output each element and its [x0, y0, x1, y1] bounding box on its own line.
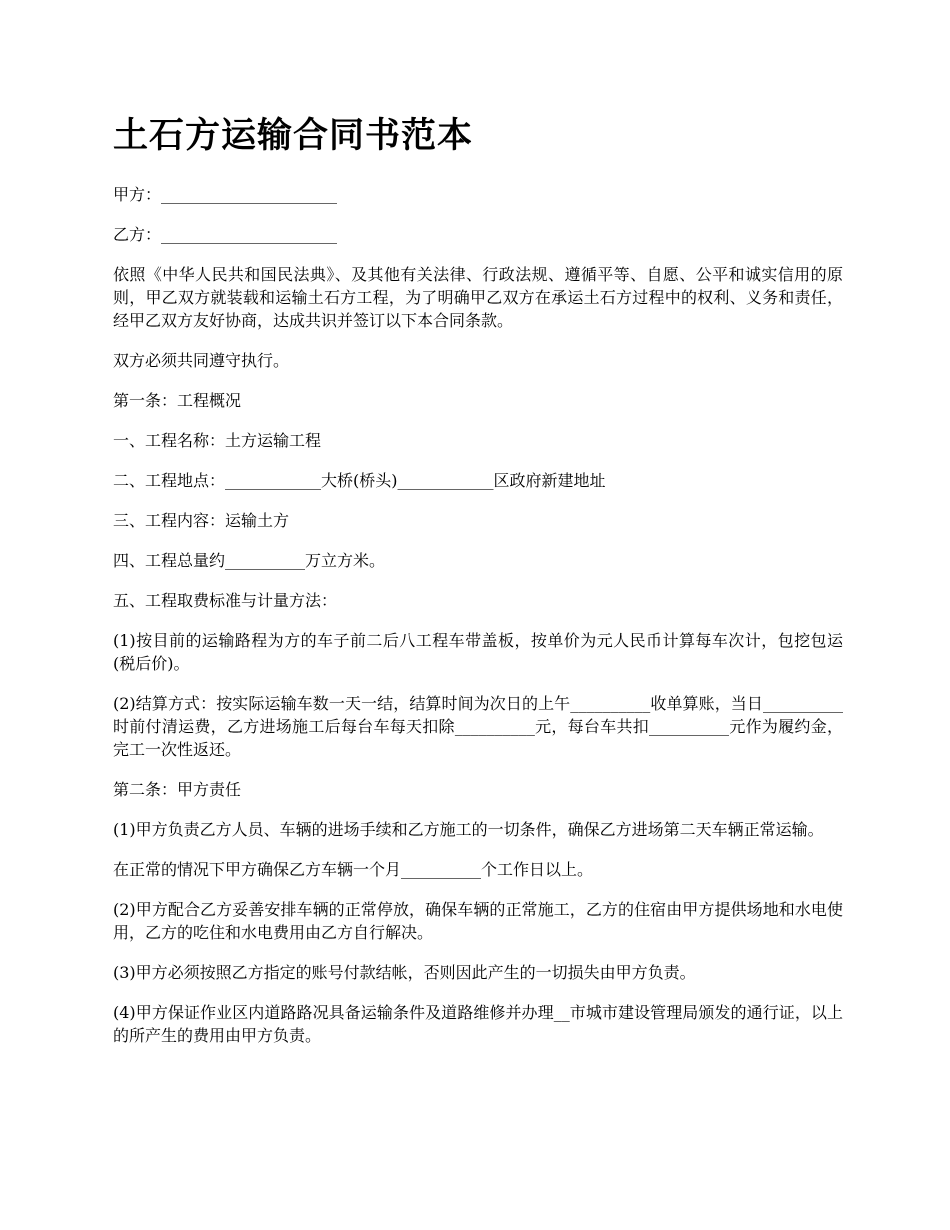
pricing-clause-1: (1)按目前的运输路程为方的车子前二后八工程车带盖板，按单价为元人民币计算每车次计，包挖包运(税后价)。	[113, 631, 843, 673]
party-a-line: 甲方：______________________	[113, 185, 338, 204]
party-a-duty-4: (4)甲方保证作业区内道路路况具备运输条件及道路维修并办理__市城市建设管理局颁发的通行证，以上的所产生的费用由甲方负责。	[113, 1003, 843, 1045]
document-page	[113, 112, 843, 1064]
working-days-line: 在正常的情况下甲方确保乙方车辆一个月__________个工作日以上。	[113, 860, 594, 879]
article-2-heading: 第二条：甲方责任	[113, 780, 242, 799]
pricing-heading: 五、工程取费标准与计量方法：	[113, 591, 338, 610]
project-content-line: 三、工程内容：运输土方	[113, 511, 290, 530]
party-a-duty-1: (1)甲方负责乙方人员、车辆的进场手续和乙方施工的一切条件，确保乙方进场第二天车辆正常运输。	[113, 820, 824, 839]
preamble-paragraph: 依照《中华人民共和国民法典》、及其他有关法律、行政法规、遵循平等、自愿、公平和诚实信用的原则，甲乙双方就装载和运输土石方工程，为了明确甲乙双方在承运土石方过程中的权利、义务和责任，经甲乙双方友好协商，达成共识并签订以下本合同条款。	[113, 265, 843, 330]
project-name-line: 一、工程名称：土方运输工程	[113, 431, 322, 450]
party-a-duty-3: (3)甲方必须按照乙方指定的账号付款结帐，否则因此产生的一切损失由甲方负责。	[113, 963, 696, 982]
project-location-line: 二、工程地点：____________大桥(桥头)____________区政府新建地址	[113, 471, 606, 490]
party-a-duty-2: (2)甲方配合乙方妥善安排车辆的正常停放，确保车辆的正常施工，乙方的住宿由甲方提供场地和水电使用，乙方的吃住和水电费用由乙方自行解决。	[113, 900, 843, 942]
article-1-heading: 第一条：工程概况	[113, 391, 242, 410]
settlement-clause-2: (2)结算方式：按实际运输车数一天一结，结算时间为次日的上午__________收单算账，当日__________时前付清运费，乙方进场施工后每台车每天扣除__________元，每台车共扣__________元作为履约金，完工一次性返还。	[113, 694, 843, 759]
document-title: 土石方运输合同书范本	[113, 116, 474, 156]
project-volume-line: 四、工程总量约__________万立方米。	[113, 551, 386, 570]
party-b-line: 乙方：______________________	[113, 225, 338, 244]
compliance-paragraph: 双方必须共同遵守执行。	[113, 351, 290, 370]
